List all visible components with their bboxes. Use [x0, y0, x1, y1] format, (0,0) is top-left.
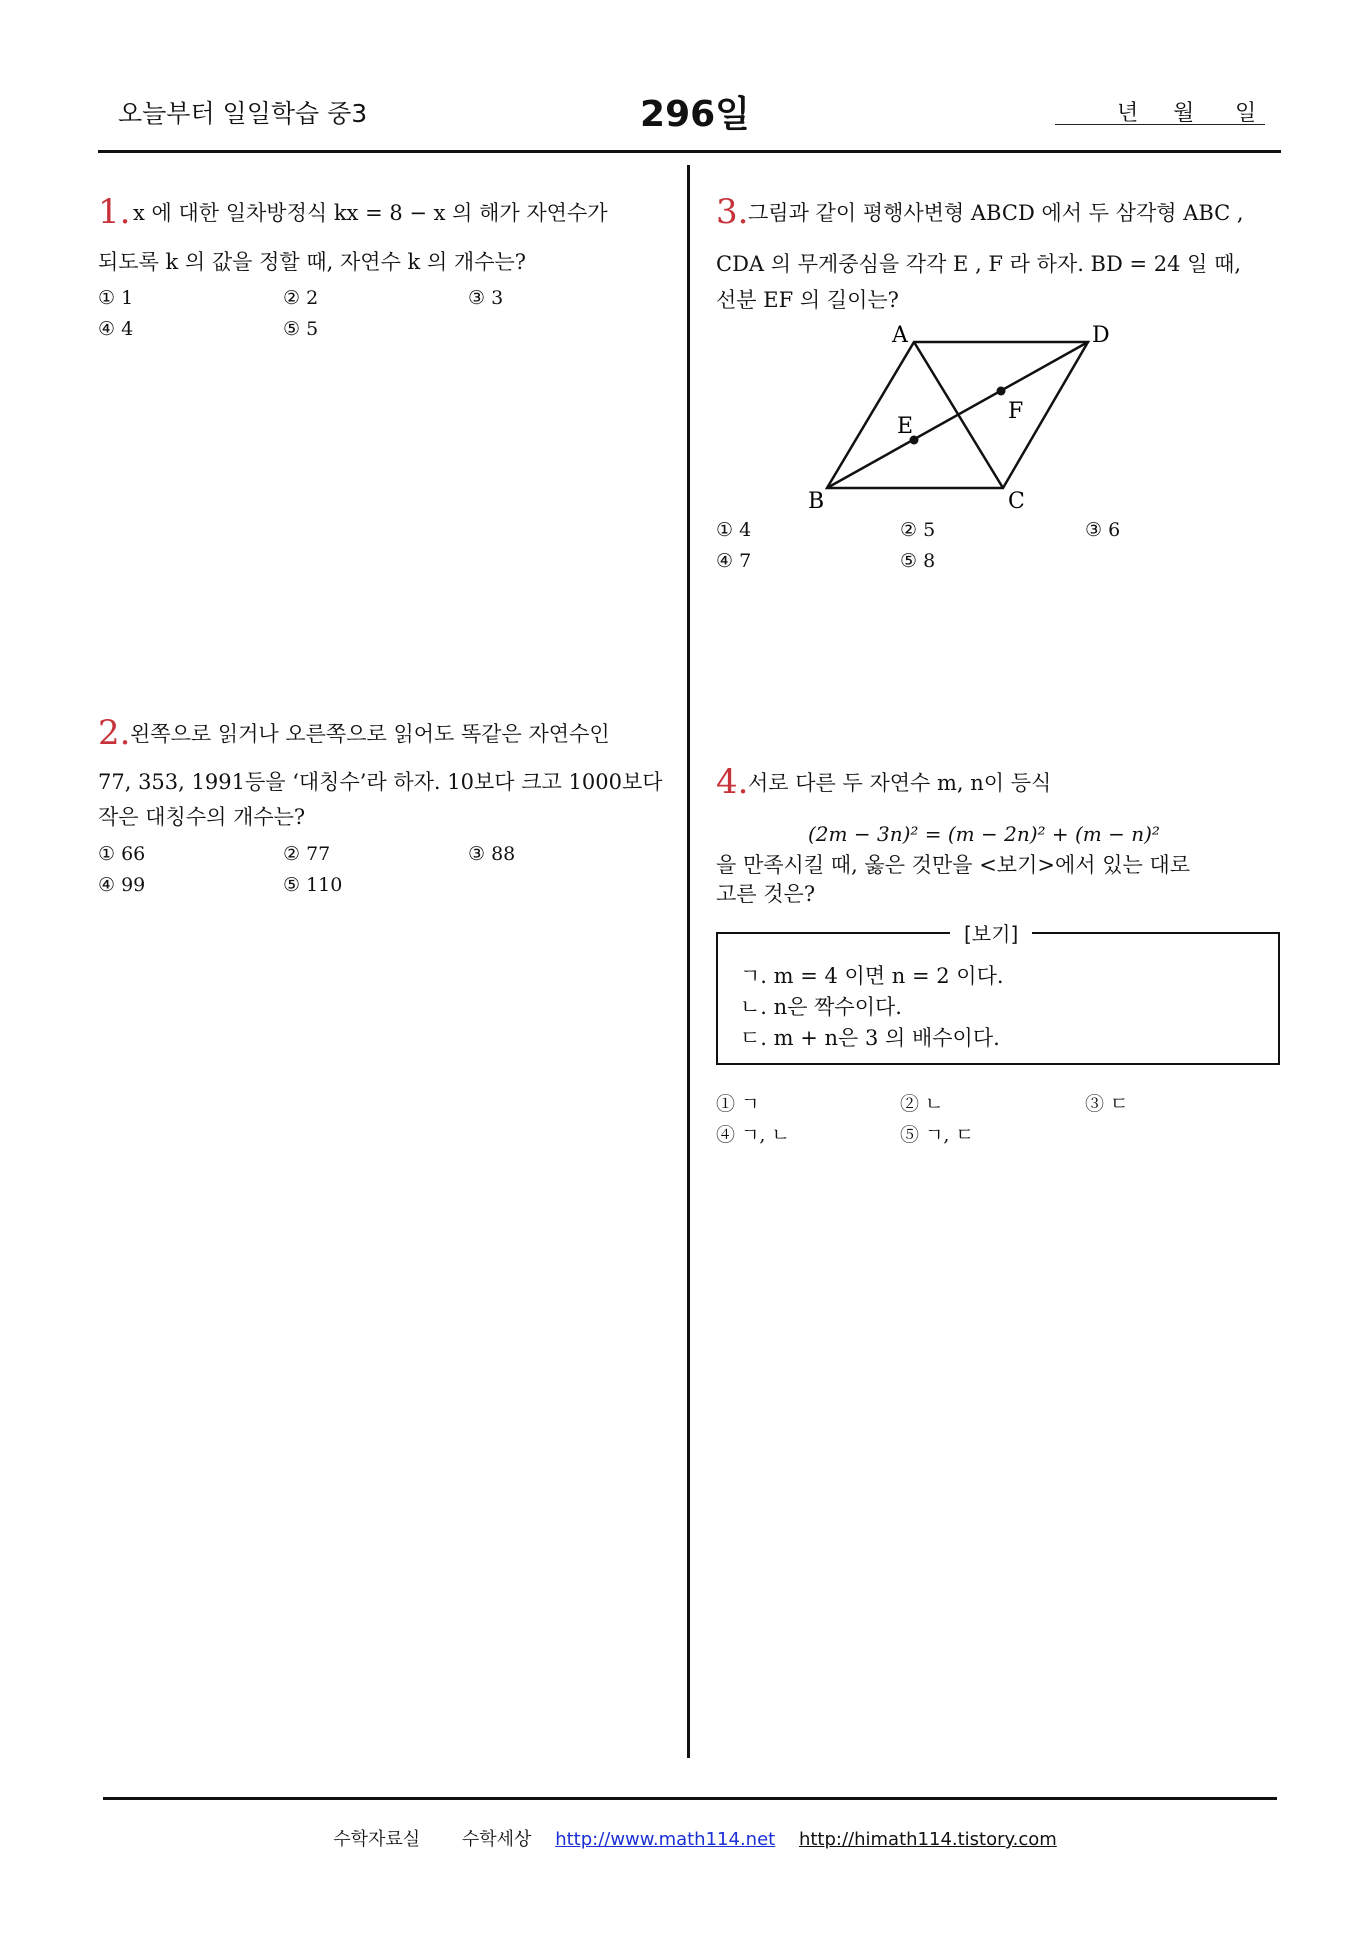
footer-label-2: 수학세상 [461, 1829, 532, 1850]
date-year-label: 년 [1117, 101, 1139, 126]
question-2-line-1: 왼쪽으로 읽거나 오른쪽으로 읽어도 똑같은 자연수인 [130, 722, 610, 746]
question-4-option-4[interactable]: ④ ㄱ, ㄴ [716, 1124, 790, 1146]
question-1-option-5[interactable]: ⑤ 5 [283, 318, 319, 340]
point-f-label: F [1008, 399, 1024, 424]
question-3-line-2: CDA 의 무게중심을 각각 E , F 라 하자. BD = 24 일 때, [716, 252, 1242, 276]
column-divider [687, 165, 690, 1758]
question-4-line-3: 을 만족시킬 때, 옳은 것만을 <보기>에서 있는 대로 [716, 853, 1191, 877]
date-day-label: 일 [1235, 101, 1257, 126]
series-title: 오늘부터 일일학습 중3 [118, 99, 368, 128]
question-3-option-4[interactable]: ④ 7 [716, 550, 752, 572]
footer-link-math114[interactable]: http://www.math114.net [555, 1829, 776, 1850]
question-4-option-3[interactable]: ③ ㄷ [1085, 1093, 1129, 1115]
question-3-line-1: 그림과 같이 평행사변형 ABCD 에서 두 삼각형 ABC , [748, 201, 1244, 225]
question-3-option-5[interactable]: ⑤ 8 [900, 550, 936, 572]
question-3-option-3[interactable]: ③ 6 [1085, 519, 1121, 541]
parallelogram-figure [800, 318, 1120, 518]
question-1-number: 1. [98, 192, 131, 232]
question-2-option-3[interactable]: ③ 88 [468, 843, 516, 865]
question-1-option-3[interactable]: ③ 3 [468, 287, 504, 309]
day-title: 296일 [640, 94, 750, 135]
example-item-1: ㄱ. m = 4 이면 n = 2 이다. [740, 964, 1004, 988]
question-2-line-2: 77, 353, 1991등을 ‘대칭수’라 하자. 10보다 크고 1000보다 [98, 770, 663, 794]
diagonal-bd [827, 342, 1088, 488]
question-2-option-5[interactable]: ⑤ 110 [283, 874, 343, 896]
question-1-line-2: 되도록 k 의 값을 정할 때, 자연수 k 의 개수는? [98, 250, 527, 274]
question-3-number: 3. [716, 192, 749, 232]
example-box-title: [보기] [950, 918, 1032, 947]
question-2-line-3: 작은 대칭수의 개수는? [98, 805, 306, 829]
question-2-number: 2. [98, 713, 131, 753]
question-3-line-3: 선분 EF 의 길이는? [716, 288, 899, 312]
example-item-3: ㄷ. m + n은 3 의 배수이다. [740, 1026, 1000, 1050]
question-2-option-2[interactable]: ② 77 [283, 843, 331, 865]
vertex-c-label: C [1008, 489, 1025, 514]
footer [0, 1825, 1369, 1851]
point-e-label: E [897, 414, 914, 439]
footer-rule [103, 1797, 1277, 1800]
footer-link-tistory[interactable]: http://himath114.tistory.com [798, 1829, 1057, 1850]
centroid-f-point [997, 387, 1006, 396]
vertex-b-label: B [808, 489, 825, 514]
date-field [1055, 96, 1265, 125]
question-4-line-1: 서로 다른 두 자연수 m, n이 등식 [748, 771, 1052, 795]
question-3-option-2[interactable]: ② 5 [900, 519, 936, 541]
question-1-option-4[interactable]: ④ 4 [98, 318, 134, 340]
date-month-label: 월 [1173, 101, 1195, 126]
example-item-2: ㄴ. n은 짝수이다. [740, 995, 902, 1019]
question-1-line-1: x 에 대한 일차방정식 kx = 8 − x 의 해가 자연수가 [133, 201, 608, 225]
question-1-option-2[interactable]: ② 2 [283, 287, 319, 309]
footer-label-1: 수학자료실 [333, 1829, 421, 1850]
question-4-line-4: 고른 것은? [716, 882, 816, 906]
question-2-option-4[interactable]: ④ 99 [98, 874, 146, 896]
question-4-option-1[interactable]: ① ㄱ [716, 1093, 760, 1115]
question-4-equation: (2m − 3n)² = (m − 2n)² + (m − n)² [808, 822, 1160, 846]
question-1-option-1[interactable]: ① 1 [98, 287, 134, 309]
vertex-a-label: A [892, 323, 908, 348]
header-rule [98, 150, 1281, 153]
question-3-option-1[interactable]: ① 4 [716, 519, 752, 541]
question-4-number: 4. [716, 762, 749, 802]
question-2-option-1[interactable]: ① 66 [98, 843, 146, 865]
question-4-option-5[interactable]: ⑤ ㄱ, ㄷ [900, 1124, 974, 1146]
question-4-option-2[interactable]: ② ㄴ [900, 1093, 944, 1115]
vertex-d-label: D [1092, 323, 1110, 348]
